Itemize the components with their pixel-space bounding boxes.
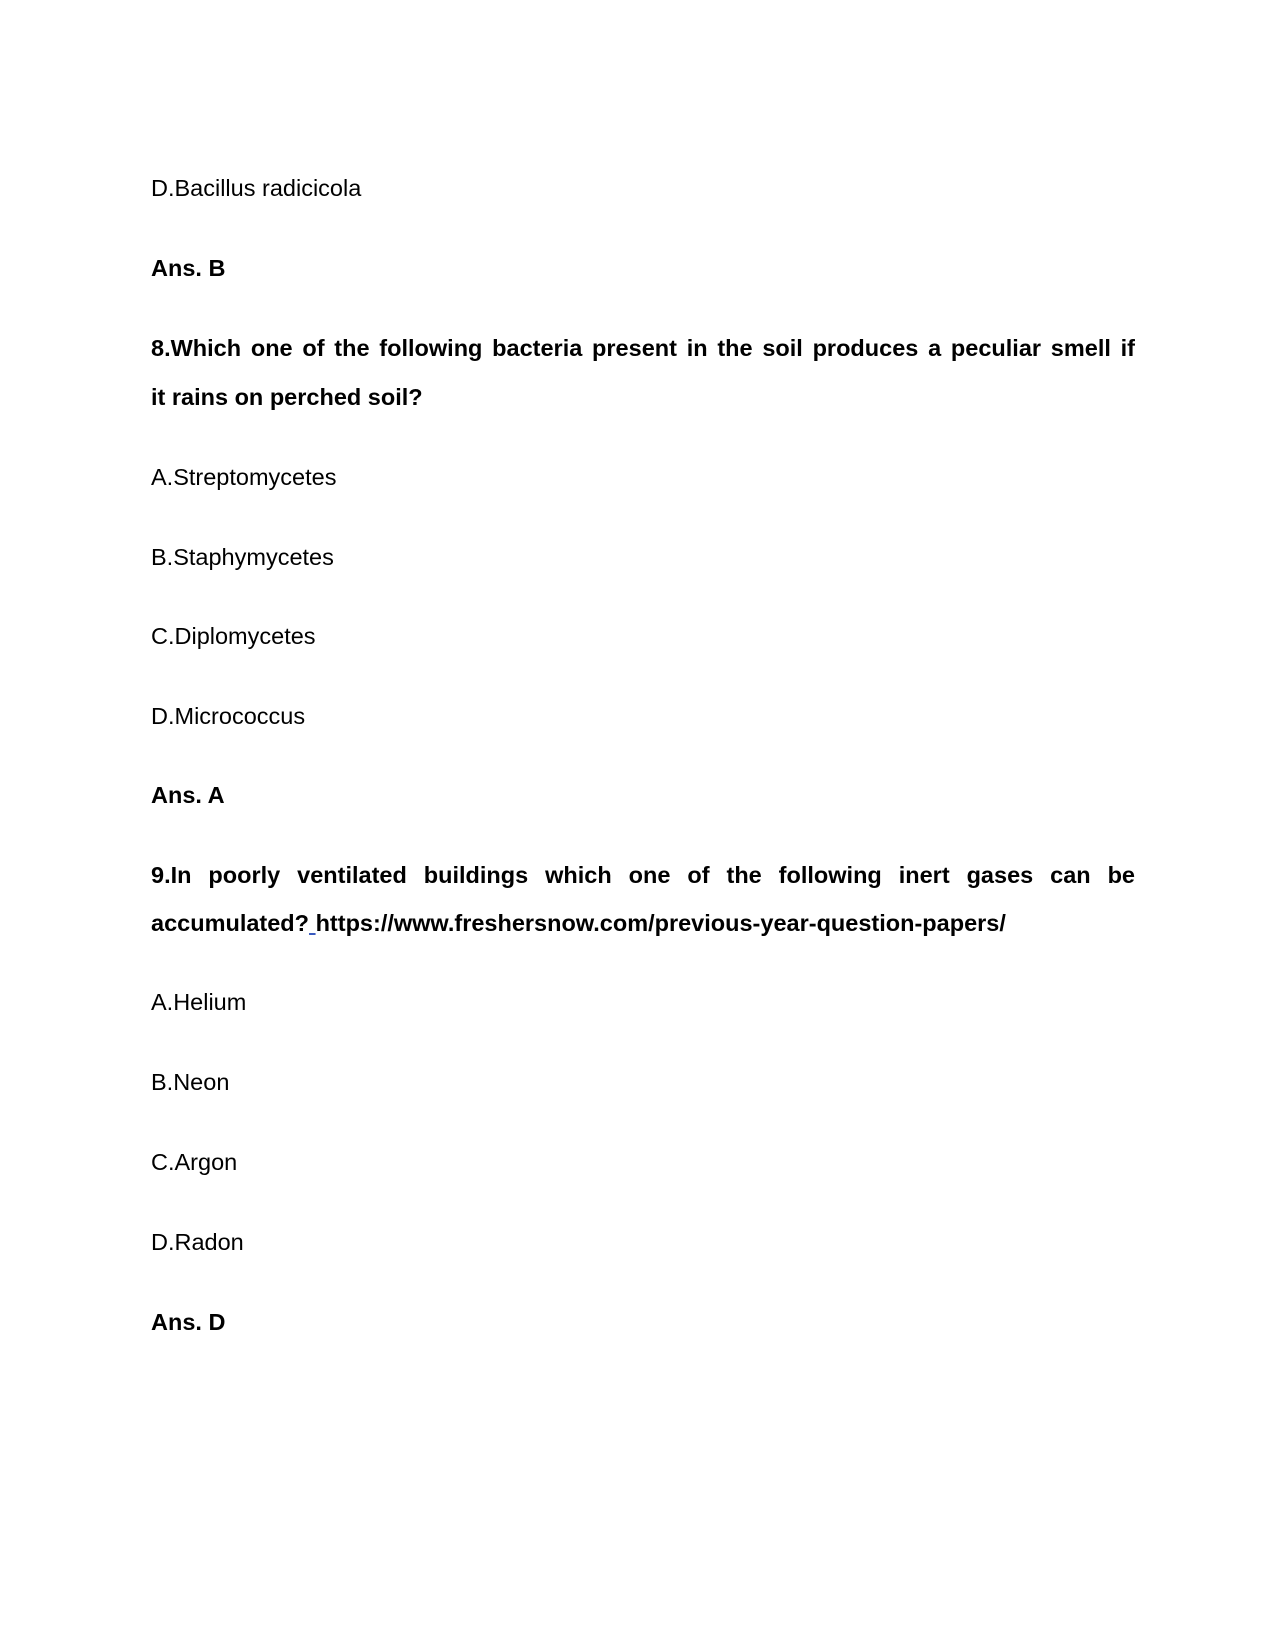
q8-option-b: B.Staphymycetes [151, 544, 334, 570]
question-8-line1: 8.Which one of the following bacteria present in the soil produces a peculiar smell if [151, 335, 1135, 361]
q9-answer: Ans. D [151, 1309, 226, 1335]
question-8-line2: it rains on perched soil? [151, 384, 423, 410]
q9-option-c: C.Argon [151, 1149, 238, 1175]
q8-answer: Ans. A [151, 782, 225, 808]
q8-option-a: A.Streptomycetes [151, 464, 337, 490]
q9-option-b: B.Neon [151, 1069, 230, 1095]
q8-option-d: D.Micrococcus [151, 703, 306, 729]
question-9-text: accumulated? [151, 910, 310, 936]
question-9-line2 [151, 909, 1135, 937]
question-9-line1: 9.In poorly ventilated buildings which one of the following inert gases can be [151, 862, 1135, 888]
q9-option-a: A.Helium [151, 989, 247, 1015]
option-d-prev: D.Bacillus radicicola [151, 175, 362, 201]
q8-option-c: C.Diplomycetes [151, 623, 316, 649]
freshersnow-link[interactable]: https://www.freshersnow.com/previous-year-question-papers/ [315, 910, 1006, 936]
answer-prev: Ans. B [151, 255, 226, 281]
q9-option-d: D.Radon [151, 1229, 244, 1255]
